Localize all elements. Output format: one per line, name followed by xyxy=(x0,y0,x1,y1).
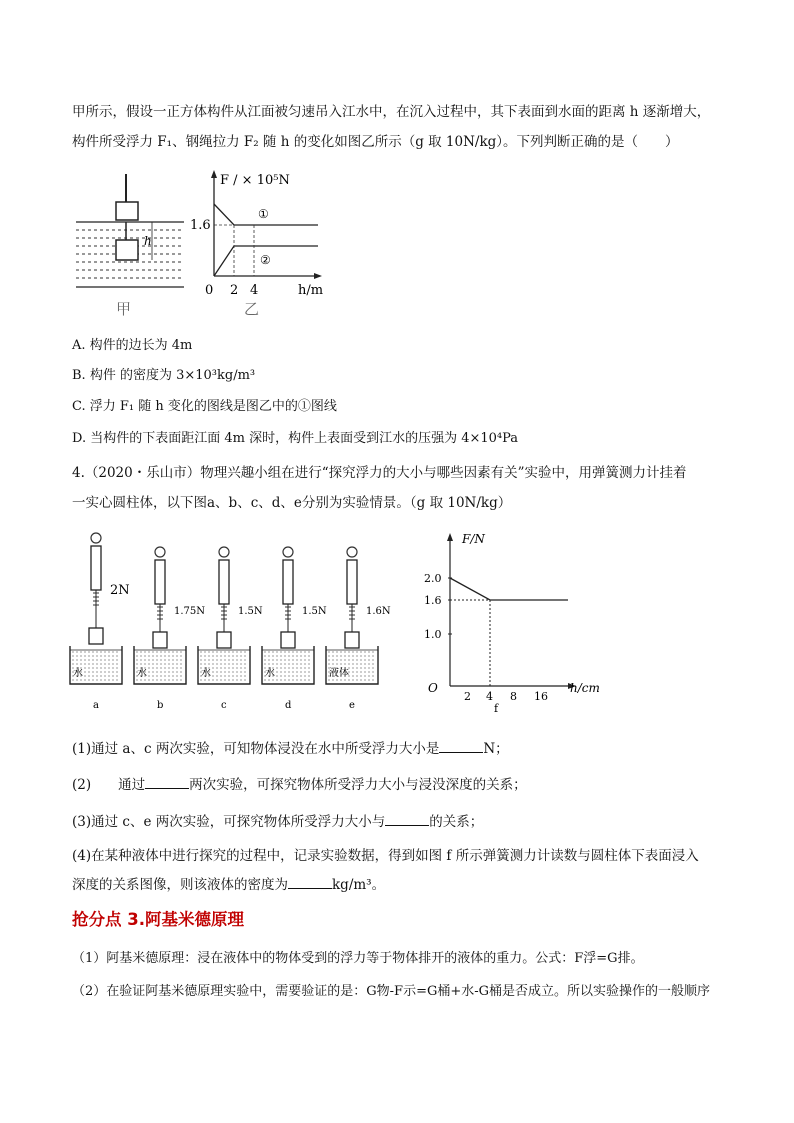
yi-x-label: h/m xyxy=(298,283,324,298)
f-data-line xyxy=(450,578,568,600)
f-y-tick: 1.6 xyxy=(424,594,442,607)
f-origin: O xyxy=(428,681,438,695)
yi-x-tick-2: 2 xyxy=(230,283,239,298)
spring-scale xyxy=(91,546,101,590)
answer-blank-1[interactable] xyxy=(439,740,483,753)
caption-yi: 乙 xyxy=(244,300,260,318)
hand-icon xyxy=(91,533,101,543)
q4-sub2 xyxy=(72,776,527,794)
hand-icon xyxy=(347,547,357,557)
f-x-tick: 16 xyxy=(534,690,548,703)
section-p1: （1）阿基米德原理：浸在液体中的物体受到的浮力等于物体排开的液体的重力。公式：F浮=G排。 xyxy=(72,951,644,966)
cylinder-object xyxy=(153,632,167,648)
option-b: B. 构件 的密度为 3×10³kg/m³ xyxy=(72,368,256,383)
liquid-label: 水 xyxy=(201,668,211,679)
cylinder-object xyxy=(281,632,295,648)
setup-e xyxy=(326,547,391,711)
spring-scale xyxy=(283,560,293,604)
q4-sub2-text: (2) 通过 xyxy=(72,777,146,793)
section-p2: （2）在验证阿基米德原理实验中，需要验证的是：G物-F示=G桶+水-G桶是否成立。所以实验操作的一般顺序 xyxy=(72,984,711,999)
f-x-label: h/cm xyxy=(570,681,600,695)
cylinder-object xyxy=(89,628,103,644)
label-h: h xyxy=(144,234,152,248)
setup-caption: d xyxy=(285,700,292,711)
f-x-tick: 8 xyxy=(510,690,517,703)
setup-b xyxy=(134,547,205,711)
q3-intro-line2: 构件所受浮力 F₁、钢绳拉力 F₂ 随 h 的变化如图乙所示（g 取 10N/kg）。下列判断正确的是（ ） xyxy=(72,134,679,150)
f-y-tick: 2.0 xyxy=(424,572,442,585)
answer-blank-2[interactable] xyxy=(145,776,189,789)
q4-sub1-unit: N； xyxy=(483,741,509,757)
setup-c xyxy=(198,547,263,711)
yi-curve2-label: ② xyxy=(260,253,271,267)
setup-caption: e xyxy=(349,700,355,711)
liquid-label: 水 xyxy=(73,668,83,679)
f-y-label: F/N xyxy=(462,532,485,546)
q4-sub4-text: 深度的关系图像，则该液体的密度为 xyxy=(72,877,288,893)
liquid-label: 水 xyxy=(137,668,147,679)
figure-setups xyxy=(62,528,422,718)
yi-x-tick-4: 4 xyxy=(250,283,259,298)
spring-scale xyxy=(155,560,165,604)
q4-sub4-line1: (4)在某种液体中进行探究的过程中，记录实验数据，得到如图 f 所示弹簧测力计读数与圆柱体下表面浸入 xyxy=(72,848,699,864)
scale-reading: 1.75N xyxy=(174,606,206,617)
q4-sub4-line2 xyxy=(72,876,385,894)
setup-caption: a xyxy=(93,700,99,711)
option-a: A. 构件的边长为 4m xyxy=(72,338,193,353)
yi-y-tick: 1.6 xyxy=(190,218,211,233)
caption-f: f xyxy=(494,702,499,715)
q4-sub1 xyxy=(72,740,509,758)
option-c: C. 浮力 F₁ 随 h 变化的图线是图乙中的①图线 xyxy=(72,399,337,414)
q3-intro-line1: 甲所示，假设一正方体构件从江面被匀速吊入江水中，在沉入过程中，其下表面到水面的距离 h 逐渐增大， xyxy=(72,104,711,120)
figure-yi xyxy=(190,168,340,318)
hand-icon xyxy=(219,547,229,557)
yi-y-label: F / × 10⁵N xyxy=(220,173,290,188)
q4-sub2-tail: 两次实验，可探究物体所受浮力大小与浸没深度的关系； xyxy=(189,777,527,793)
scale-reading: 2N xyxy=(110,583,130,598)
figure-graph-f xyxy=(418,528,618,718)
yi-curve1-label: ① xyxy=(258,207,269,221)
cylinder-object xyxy=(217,632,231,648)
hand-icon xyxy=(155,547,165,557)
q4-sub4-unit: kg/m³。 xyxy=(332,877,386,893)
f-x-tick: 2 xyxy=(464,690,471,703)
hand-icon xyxy=(283,547,293,557)
setup-caption: b xyxy=(157,700,164,711)
spring-scale xyxy=(219,560,229,604)
q4-line1: 4.（2020・乐山市）物理兴趣小组在进行“探究浮力的大小与哪些因素有关”实验中，用弹簧测力计挂着 xyxy=(72,465,687,481)
scale-reading: 1.5N xyxy=(302,606,327,617)
answer-blank-3[interactable] xyxy=(385,813,429,826)
q4-sub3 xyxy=(72,813,483,831)
q4-sub3-tail: 的关系； xyxy=(429,814,484,830)
liquid-label: 水 xyxy=(265,668,275,679)
caption-jia: 甲 xyxy=(116,300,132,318)
yi-x-tick-0: 0 xyxy=(205,283,214,298)
section-title: 抢分点 3.阿基米德原理 xyxy=(72,910,244,929)
setup-caption: c xyxy=(221,700,227,711)
q4-line2: 一实心圆柱体，以下图a、b、c、d、e分别为实验情景。（g 取 10N/kg） xyxy=(72,495,512,511)
f-y-tick: 1.0 xyxy=(424,628,442,641)
option-d: D. 当构件的下表面距江面 4m 深时，构件上表面受到江水的压强为 4×10⁴Pa xyxy=(72,431,519,446)
scale-reading: 1.6N xyxy=(366,606,391,617)
liquid-label: 液体 xyxy=(329,668,349,679)
setup-a xyxy=(70,533,130,711)
answer-blank-4[interactable] xyxy=(288,876,332,889)
spring-scale xyxy=(347,560,357,604)
setup-d xyxy=(262,547,327,711)
cylinder-object xyxy=(345,632,359,648)
scale-reading: 1.5N xyxy=(238,606,263,617)
q4-sub3-text: (3)通过 c、e 两次实验，可探究物体所受浮力大小与 xyxy=(72,814,386,830)
figure-jia xyxy=(76,172,186,322)
q4-sub1-text: (1)通过 a、c 两次实验，可知物体浸没在水中所受浮力大小是 xyxy=(72,741,440,757)
f-x-tick: 4 xyxy=(486,690,493,703)
